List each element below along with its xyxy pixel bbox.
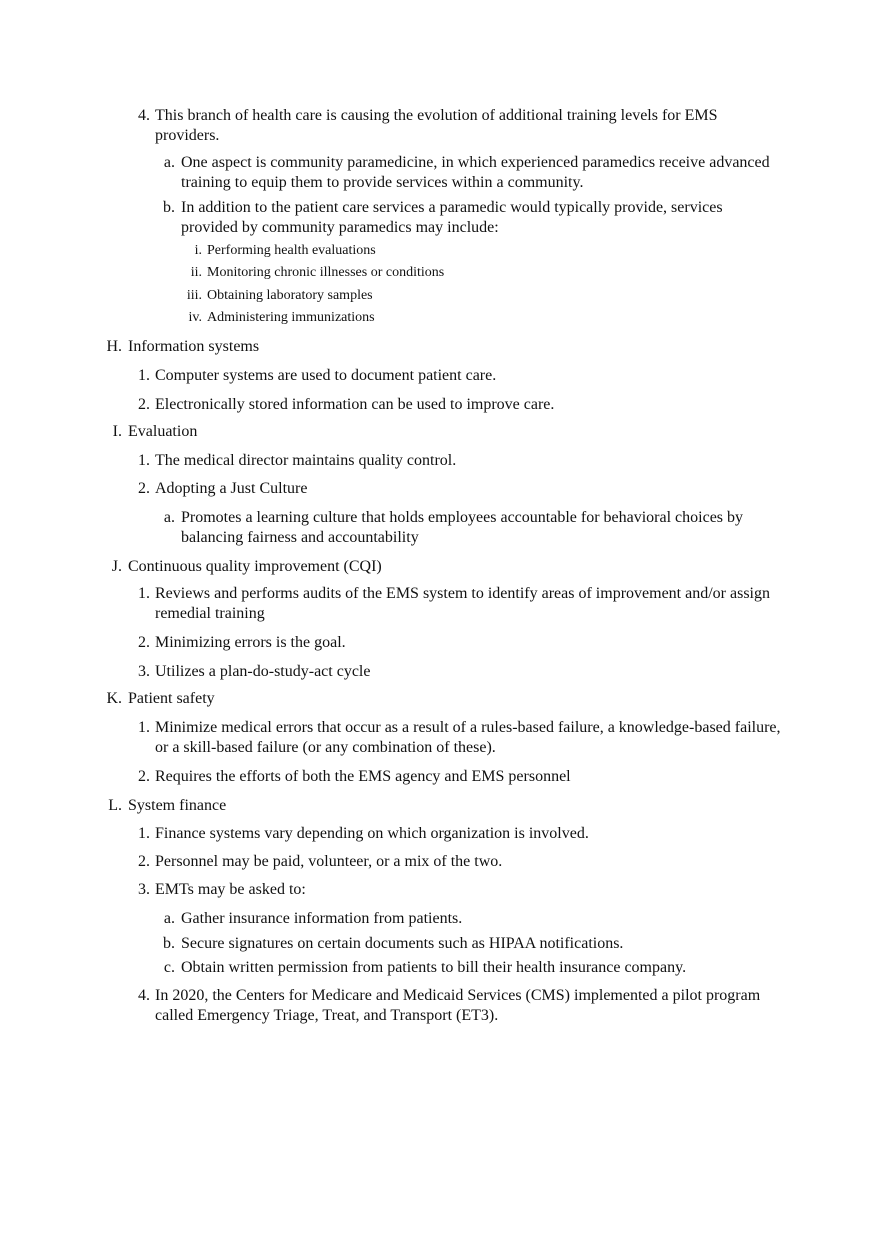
item-text: Minimize medical errors that occur as a result of a rules-based failure, a knowledge-based failure, or a skill-based failure (or any combination of these). [155, 719, 781, 756]
item-text: Electronically stored information can be used to improve care. [155, 396, 555, 413]
item-marker: K. [106, 690, 122, 707]
item-marker: a. [163, 910, 175, 927]
item-text: Gather insurance information from patients. [181, 910, 463, 927]
item-marker: a. [163, 509, 175, 526]
item-marker: 3. [138, 663, 150, 680]
item-text: The medical director maintains quality control. [155, 452, 457, 469]
item-marker: I. [112, 423, 122, 440]
item-text: Obtain written permission from patients to bill their health insurance company. [181, 959, 687, 976]
item-text: Administering immunizations [207, 310, 375, 325]
item-text: In 2020, the Centers for Medicare and Medicaid Services (CMS) implemented a pilot program called Emergency Triage, Treat, and Transport (ET3). [155, 987, 761, 1024]
item-text: Finance systems vary depending on which organization is involved. [155, 825, 589, 842]
item-marker: i. [194, 243, 202, 258]
item-text: Personnel may be paid, volunteer, or a mix of the two. [155, 853, 503, 870]
item-marker: 2. [138, 634, 150, 651]
item-marker: 4. [138, 987, 150, 1004]
item-text: Performing health evaluations [207, 243, 376, 258]
item-text: Minimizing errors is the goal. [155, 634, 346, 651]
item-marker: J. [111, 558, 122, 575]
item-text: In addition to the patient care services a paramedic would typically provide, services provided by community paramedics may include: [181, 199, 723, 236]
item-marker: iv. [188, 310, 202, 325]
item-marker: 1. [138, 719, 150, 736]
item-marker: 2. [138, 853, 150, 870]
item-marker: 1. [138, 585, 150, 602]
item-text: Adopting a Just Culture [155, 480, 308, 497]
item-marker: 1. [138, 452, 150, 469]
item-marker: b. [163, 935, 175, 952]
item-marker: H. [106, 338, 122, 355]
item-text: Requires the efforts of both the EMS agency and EMS personnel [155, 768, 571, 785]
item-marker: iii. [186, 288, 202, 303]
item-marker: a. [163, 154, 175, 171]
item-marker: b. [163, 199, 175, 216]
item-text: This branch of health care is causing the evolution of additional training levels for EMS providers. [155, 107, 718, 144]
item-marker: L. [108, 797, 122, 814]
item-text: Promotes a learning culture that holds employees accountable for behavioral choices by balancing fairness and accountability [181, 509, 744, 546]
item-text: System finance [128, 797, 227, 814]
item-text: Reviews and performs audits of the EMS system to identify areas of improvement and/or assign remedial training [155, 585, 770, 622]
item-text: Monitoring chronic illnesses or conditions [207, 265, 445, 280]
item-text: Computer systems are used to document patient care. [155, 367, 497, 384]
item-marker: ii. [190, 265, 202, 280]
item-text: Evaluation [128, 423, 198, 440]
item-marker: c. [163, 959, 175, 976]
item-text: EMTs may be asked to: [155, 881, 306, 898]
item-marker: 2. [138, 768, 150, 785]
item-text: Obtaining laboratory samples [207, 288, 373, 303]
item-text: Secure signatures on certain documents such as HIPAA notifications. [181, 935, 624, 952]
item-text: Utilizes a plan-do-study-act cycle [155, 663, 371, 680]
item-marker: 2. [138, 396, 150, 413]
item-text: One aspect is community paramedicine, in which experienced paramedics receive advanced training to equip them to provide services within a community. [181, 154, 770, 191]
item-marker: 3. [138, 881, 150, 898]
item-marker: 1. [138, 367, 150, 384]
item-text: Patient safety [128, 690, 215, 707]
item-marker: 1. [138, 825, 150, 842]
item-marker: 2. [138, 480, 150, 497]
item-marker: 4. [138, 107, 150, 124]
item-text: Continuous quality improvement (CQI) [128, 558, 382, 575]
item-text: Information systems [128, 338, 260, 355]
